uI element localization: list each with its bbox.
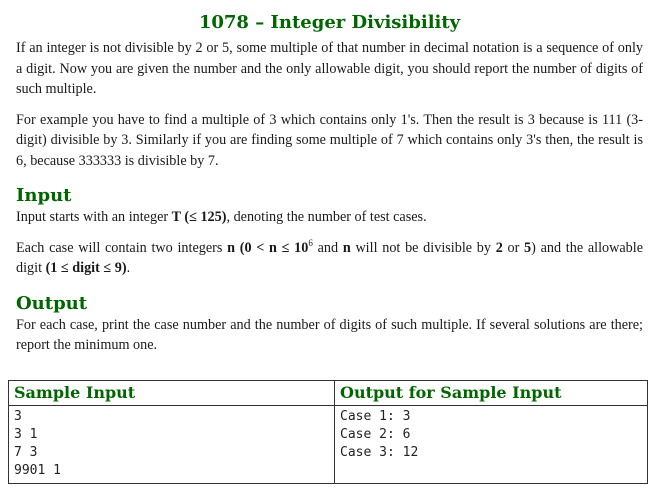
digit-constraint: (1 ≤ digit ≤ 9) bbox=[45, 260, 127, 276]
sample-input-line: 9901 1 bbox=[14, 463, 61, 478]
output-heading: Output bbox=[16, 292, 88, 314]
number-five: 5 bbox=[524, 239, 532, 256]
sample-table bbox=[8, 380, 648, 484]
output-paragraph: For each case, print the case number and the number of digits of such multiple. If several solutions are there; report the minimum one. bbox=[16, 316, 643, 353]
sample-output-cell bbox=[335, 406, 648, 484]
intro-paragraph-2: For example you have to find a multiple of 3 which contains only 1's. Then the result is 3 because is 111 (3-digit) divisible by 3. Similarly if you are finding some multiple of 7 which contains only 3's then, the result is 6, because 333333 is divisible by 7. bbox=[16, 111, 643, 169]
sample-output-line: Case 2: 6 bbox=[340, 427, 411, 442]
exponent: 6 bbox=[308, 237, 313, 248]
n-constraint: n (0 < n ≤ 10 bbox=[227, 239, 309, 256]
intro-paragraph-1: If an integer is not divisible by 2 or 5, some multiple of that number in decimal notation is a sequence of only a digit. Now you are given the number and the only allowable digit, you should report the number of digits of such multiple. bbox=[16, 40, 643, 97]
sample-input-cell bbox=[9, 406, 335, 484]
input-text: or bbox=[502, 239, 525, 256]
problem-title: 1078 – Integer Divisibility bbox=[198, 12, 461, 33]
n-variable: n bbox=[342, 239, 351, 256]
input-text: . bbox=[126, 260, 131, 276]
sample-input-header: Sample Input bbox=[9, 381, 335, 406]
sample-input-line: 3 bbox=[14, 409, 22, 424]
sample-output-line: Case 1: 3 bbox=[340, 409, 411, 424]
input-text: Input starts with an integer bbox=[16, 209, 172, 225]
input-text: will not be divisible by bbox=[350, 239, 496, 256]
input-paragraph-2 bbox=[16, 238, 643, 279]
sample-output-line: Case 3: 12 bbox=[340, 445, 419, 460]
input-heading: Input bbox=[16, 185, 72, 206]
number-two: 2 bbox=[495, 239, 503, 256]
sample-input-line: 3 1 bbox=[14, 427, 38, 442]
input-text: Each case will contain two integers bbox=[16, 239, 228, 256]
sample-output-header: Output for Sample Input bbox=[335, 381, 648, 406]
input-text: ) and the allowable digit bbox=[16, 239, 643, 276]
input-text: and bbox=[317, 239, 343, 256]
problem-statement bbox=[16, 0, 643, 356]
input-constraint: T (≤ 125) bbox=[171, 209, 227, 225]
input-text: , denoting the number of test cases. bbox=[226, 209, 427, 225]
input-paragraph-1 bbox=[16, 207, 643, 228]
sample-input-line: 7 3 bbox=[14, 445, 38, 460]
